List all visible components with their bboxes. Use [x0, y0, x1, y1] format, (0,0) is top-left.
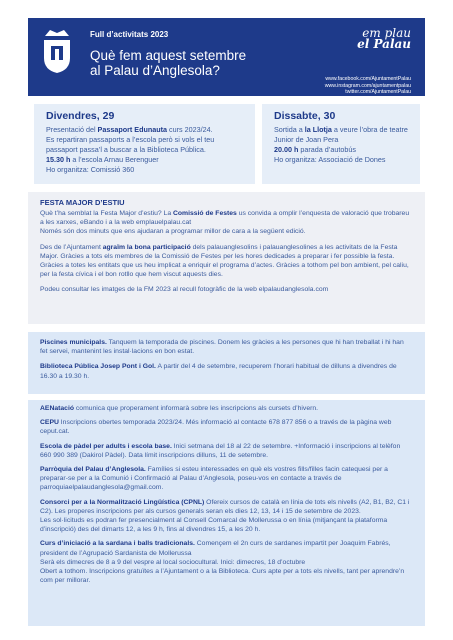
brand-logo: [357, 28, 411, 50]
municipal-crest-icon: [42, 28, 72, 74]
event-day-heading: Divendres, 29: [46, 110, 115, 122]
instagram-link[interactable]: www.instagram.com/ajuntamentpalau: [324, 82, 411, 89]
event-time: 15.30 h a l’escola Arnau Berenguer: [46, 155, 159, 164]
social-links: [291, 76, 411, 96]
event-description: Presentació del Passaport Edunauta curs 2023/24.: [46, 125, 213, 134]
title-line-2: al Palau d’Anglesola?: [90, 63, 220, 78]
festa-paragraph-3: Podeu consultar les imatges de la FM 2023 al recull fotogràfic de la web elpalaudanglesola.com: [40, 286, 329, 294]
twitter-link[interactable]: twitter.com/AjuntamentPalau: [345, 89, 411, 96]
event-time: 20.00 h parada d’autobús: [274, 145, 356, 154]
entities-section: [28, 400, 425, 626]
event-detail: Es repartiran passaports a l’escola però si vols el teu passaport passa’l a buscar a la Biblioteca Pública.: [46, 135, 215, 154]
municipal-services-section: [28, 332, 425, 394]
event-organizer: Ho organitza: Comissió 360: [46, 165, 135, 174]
list-item: Parròquia del Palau d’Anglesola. Famílies si esteu interessades en què els vostres fills/filles facin catequesi per a preparar-se per a la Comunió i Confirmació al Palau d’Anglesola, poseu-vos en contacte a través de parroquiaelpalaudanglesola@gmail.com.: [40, 466, 388, 492]
list-item: Curs d’iniciació a la sardana i balls tradicionals. Començem el 2n curs de sardanes impartit per Joaquim Fabrés, president de l’Agrupació Sardanista de Mollerussa Serà els dimecres de 8 a 9 del vespre al local sociocultural. Inici: dimecres, 18 d’octubre Obert a tothom. Inscripcions gratuïtes a l’Ajuntament o a la Biblioteca. Curs apte per a tots els nivells, tant per aprendre’n com per millorar.: [40, 540, 405, 585]
list-item: AENatació comunica que properament informarà sobre les inscripcions als cursets d’hivern.: [40, 405, 319, 412]
header-subtitle: Full d’activitats 2023: [90, 30, 169, 39]
festa-paragraph-1: Què t’ha semblat la Festa Major d’estiu? La Comissió de Festes us convida a omplir l’enquesta de valoració que trobareu a les xarxes, eBando i a la web emplauelpalau.cat Només són dos minuts que ens ajudaran a programar millor de cara a la següent edició.: [40, 210, 410, 236]
list-item: Escola de pàdel per adults i escola base. Inici setmana del 18 al 22 de setembre. +Informació i inscripcions al telèfon 660 990 389 (Dakirol Pàdel). Data límit inscripcions dilluns, 11 de setembre.: [40, 442, 401, 459]
page-title: [90, 48, 320, 78]
page-header: [28, 18, 425, 96]
festa-major-section: [28, 192, 425, 324]
list-item: Consorci per a la Normalització Lingüística (CPNL) Ofereix cursos de català en línia de tots els nivells (A2, B1, B2, C1 i C2). Les properes inscripcions per als cursos generals seran els dies 12, 13, 14 i 15 de setembre de 2023. Les sol·licituds es podran fer presencialment al Consell Comarcal de Mollerussa o en línia (mitjançant la plataforma d’inscripció) des del dimarts 12, a les 9 h, fins al divendres 15, a les 20 h.: [40, 498, 410, 534]
event-card-friday: [34, 104, 255, 184]
brand-line-1: em plau: [362, 26, 411, 40]
library-notice: Biblioteca Pública Josep Pont i Gol. A partir del 4 de setembre, recuperem l’horari habitual de dilluns a divendres de 16.30 a 19.30 h.: [40, 363, 397, 380]
pools-notice: Piscines municipals. Tanquem la temporada de piscines. Donem les gràcies a les persones que hi han treballat i hi han fet servei, mantenint les instal·lacions en bon estat.: [40, 339, 404, 356]
facebook-link[interactable]: www.facebook.com/AjuntamentPalau: [325, 76, 411, 82]
list-item: CEPU Inscripcions obertes temporada 2023/24. Més informació al contacte 678 877 856 o a través de la pàgina web ceput.cat.: [40, 419, 392, 436]
title-line-1: Què fem aquest setembre: [90, 48, 247, 63]
brand-line-2: el Palau: [357, 37, 411, 51]
section-heading: FESTA MAJOR D’ESTIU: [40, 198, 125, 207]
event-card-saturday: [262, 104, 420, 184]
event-day-heading: Dissabte, 30: [274, 110, 336, 122]
festa-paragraph-2: Des de l’Ajuntament agraïm la bona participació dels palauanglesolins i palauanglesolines a les activitats de la Festa Major. Gràcies a tots els membres de la Comissió de Festes per les hores dedicades a preparar i fer possible la festa. Gràcies a totes les entitats que us heu implicat a enriquir el programa d’actes. Gràcies a tothom pel bon ambient, pel caliu, per la festa cívica i el bon rotllo que hem viscut aquests dies.: [40, 243, 409, 279]
event-organizer: Ho organitza: Associació de Dones: [274, 155, 386, 164]
event-description: Sortida a la Llotja a veure l’obra de teatre Junior de Joan Pera: [274, 125, 408, 144]
